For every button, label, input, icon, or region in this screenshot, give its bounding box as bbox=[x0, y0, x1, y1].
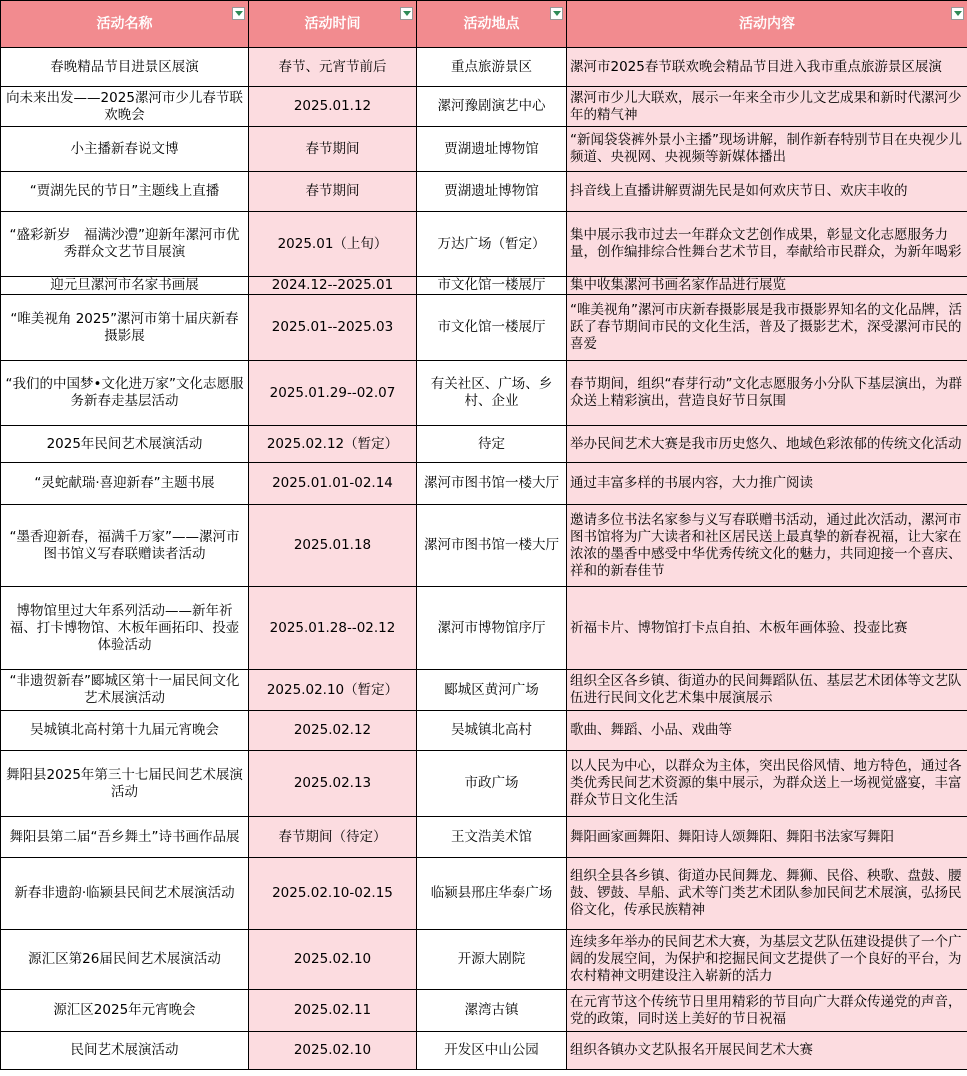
cell-activity-content[interactable]: 集中展示我市过去一年群众文艺创作成果，彰显文化志愿服务力量，创作编排综合性舞台艺术节目，奉献给市民群众，为新年喝彩 bbox=[567, 212, 967, 277]
cell-activity-content[interactable]: 组织全区各乡镇、街道办的民间舞蹈队伍、基层艺术团体等文艺队伍进行民间文化艺术集中展演展示 bbox=[567, 670, 967, 711]
header-label: 活动时间 bbox=[304, 15, 361, 32]
cell-activity-time[interactable]: 2025.02.10-02.15 bbox=[249, 858, 417, 930]
table-row bbox=[1, 361, 967, 426]
table-row bbox=[1, 817, 967, 858]
cell-activity-name[interactable]: “墨香迎新春，福满千万家”——漯河市图书馆义写春联赠读者活动 bbox=[1, 505, 249, 587]
cell-activity-name[interactable]: 2025年民间艺术展演活动 bbox=[1, 426, 249, 463]
cell-activity-content[interactable]: 舞阳画家画舞阳、舞阳诗人颂舞阳、舞阳书法家写舞阳 bbox=[567, 817, 967, 858]
table-row bbox=[1, 505, 967, 587]
cell-activity-time[interactable]: 2025.02.12（暂定） bbox=[249, 426, 417, 463]
cell-activity-time[interactable]: 2025.02.12 bbox=[249, 711, 417, 751]
cell-activity-content[interactable]: 连续多年举办的民间艺术大赛，为基层文艺队伍建设提供了一个广阔的发展空间，为保护和挖掘民间文艺提供了一个良好的平台，为农村精神文明建设注入崭新的活力 bbox=[567, 930, 967, 990]
header-label: 活动内容 bbox=[739, 15, 795, 32]
cell-activity-name[interactable]: 舞阳县2025年第三十七届民间艺术展演活动 bbox=[1, 751, 249, 817]
header-activity-place bbox=[417, 1, 567, 48]
table-row bbox=[1, 426, 967, 463]
table-row bbox=[1, 87, 967, 127]
cell-activity-content[interactable]: “新闻袋袋裤外景小主播”现场讲解，制作新春特别节目在央视少儿频道、央视网、央视频等新媒体播出 bbox=[567, 127, 967, 172]
table-row bbox=[1, 711, 967, 751]
cell-activity-time[interactable]: 春节期间 bbox=[249, 127, 417, 172]
cell-activity-time[interactable]: 2025.02.11 bbox=[249, 990, 417, 1032]
cell-activity-time[interactable]: 2025.01.28--02.12 bbox=[249, 587, 417, 670]
cell-activity-content[interactable]: 组织各镇办文艺队报名开展民间艺术大赛 bbox=[567, 1032, 967, 1070]
header-label: 活动名称 bbox=[96, 15, 153, 32]
cell-activity-content[interactable]: 邀请多位书法名家参与义写春联赠书活动，通过此次活动，漯河市图书馆将为广大读者和社区居民送上最真挚的新春祝福，让大家在浓浓的墨香中感受中华优秀传统文化的魅力，共同迎接一个喜庆、祥和的新春佳节 bbox=[567, 505, 967, 587]
filter-dropdown-icon[interactable] bbox=[232, 7, 245, 20]
cell-activity-place[interactable]: 王文浩美术馆 bbox=[417, 817, 567, 858]
cell-activity-content[interactable]: 漯河市少儿大联欢，展示一年来全市少儿文艺成果和新时代漯河少年的精气神 bbox=[567, 87, 967, 127]
cell-activity-time[interactable]: 春节、元宵节前后 bbox=[249, 48, 417, 87]
table-row bbox=[1, 587, 967, 670]
cell-activity-content[interactable]: 祈福卡片、博物馆打卡点自拍、木板年画体验、投壶比赛 bbox=[567, 587, 967, 670]
table-row bbox=[1, 858, 967, 930]
cell-activity-time[interactable]: 2025.01（上旬） bbox=[249, 212, 417, 277]
cell-activity-content[interactable]: 歌曲、舞蹈、小品、戏曲等 bbox=[567, 711, 967, 751]
table-row bbox=[1, 172, 967, 212]
table-row bbox=[1, 48, 967, 87]
header-activity-time bbox=[249, 1, 417, 48]
header-label: 活动地点 bbox=[463, 15, 520, 32]
cell-activity-place[interactable]: 漯河市图书馆一楼大厅 bbox=[417, 463, 567, 505]
cell-activity-time[interactable]: 春节期间（待定） bbox=[249, 817, 417, 858]
filter-dropdown-icon[interactable] bbox=[951, 7, 964, 20]
cell-activity-time[interactable]: 2024.12--2025.01 bbox=[249, 277, 417, 295]
table-row bbox=[1, 1032, 967, 1070]
cell-activity-place[interactable]: 开发区中山公园 bbox=[417, 1032, 567, 1070]
header-row bbox=[1, 1, 967, 48]
cell-activity-name[interactable]: 舞阳县第二届“吾乡舞土”诗书画作品展 bbox=[1, 817, 249, 858]
cell-activity-content[interactable]: 举办民间艺术大赛是我市历史悠久、地域色彩浓郁的传统文化活动 bbox=[567, 426, 967, 463]
cell-activity-name[interactable]: 博物馆里过大年系列活动——新年祈福、打卡博物馆、木板年画拓印、投壶体验活动 bbox=[1, 587, 249, 670]
cell-activity-name[interactable]: 春晚精品节目进景区展演 bbox=[1, 48, 249, 87]
table-row bbox=[1, 463, 967, 505]
cell-activity-name[interactable]: “我们的中国梦•文化进万家”文化志愿服务新春走基层活动 bbox=[1, 361, 249, 426]
cell-activity-place[interactable]: 开源大剧院 bbox=[417, 930, 567, 990]
cell-activity-name[interactable]: 迎元旦漯河市名家书画展 bbox=[1, 277, 249, 295]
cell-activity-place[interactable]: 吴城镇北高村 bbox=[417, 711, 567, 751]
cell-activity-name[interactable]: “灵蛇献瑞·喜迎新春”主题书展 bbox=[1, 463, 249, 505]
cell-activity-content[interactable]: 以人民为中心，以群众为主体，突出民俗风情、地方特色，通过各类优秀民间艺术资源的集中展示，为群众送上一场视觉盛宴，丰富群众节日文化生活 bbox=[567, 751, 967, 817]
cell-activity-place[interactable]: 临颍县邢庄华泰广场 bbox=[417, 858, 567, 930]
cell-activity-place[interactable]: 万达广场（暂定） bbox=[417, 212, 567, 277]
table-row bbox=[1, 670, 967, 711]
cell-activity-place[interactable]: 市文化馆一楼展厅 bbox=[417, 295, 567, 361]
cell-activity-time[interactable]: 2025.01.01-02.14 bbox=[249, 463, 417, 505]
table-row bbox=[1, 930, 967, 990]
cell-activity-place[interactable]: 市文化馆一楼展厅 bbox=[417, 277, 567, 295]
cell-activity-name[interactable]: 吴城镇北高村第十九届元宵晚会 bbox=[1, 711, 249, 751]
cell-activity-place[interactable]: 贾湖遗址博物馆 bbox=[417, 172, 567, 212]
cell-activity-content[interactable]: 通过丰富多样的书展内容，大力推广阅读 bbox=[567, 463, 967, 505]
cell-activity-time[interactable]: 2025.01.18 bbox=[249, 505, 417, 587]
cell-activity-time[interactable]: 春节期间 bbox=[249, 172, 417, 212]
cell-activity-content[interactable]: 漯河市2025春节联欢晚会精品节目进入我市重点旅游景区展演 bbox=[567, 48, 967, 87]
table-row bbox=[1, 127, 967, 172]
cell-activity-name[interactable]: 源汇区2025年元宵晚会 bbox=[1, 990, 249, 1032]
cell-activity-time[interactable]: 2025.02.10 bbox=[249, 930, 417, 990]
cell-activity-time[interactable]: 2025.02.10 bbox=[249, 1032, 417, 1070]
cell-activity-time[interactable]: 2025.01.12 bbox=[249, 87, 417, 127]
cell-activity-place[interactable]: 贾湖遗址博物馆 bbox=[417, 127, 567, 172]
cell-activity-name[interactable]: “盛彩新岁 福满沙澧”迎新年漯河市优秀群众文艺节目展演 bbox=[1, 212, 249, 277]
filter-dropdown-icon[interactable] bbox=[400, 7, 413, 20]
cell-activity-place[interactable]: 市政广场 bbox=[417, 751, 567, 817]
cell-activity-place[interactable]: 重点旅游景区 bbox=[417, 48, 567, 87]
cell-activity-time[interactable]: 2025.01.29--02.07 bbox=[249, 361, 417, 426]
table-row bbox=[1, 990, 967, 1032]
cell-activity-place[interactable]: 郾城区黄河广场 bbox=[417, 670, 567, 711]
table-row bbox=[1, 295, 967, 361]
cell-activity-name[interactable]: 新春非遗韵·临颍县民间艺术展演活动 bbox=[1, 858, 249, 930]
cell-activity-name[interactable]: “贾湖先民的节日”主题线上直播 bbox=[1, 172, 249, 212]
cell-activity-place[interactable]: 漯河市图书馆一楼大厅 bbox=[417, 505, 567, 587]
header-activity-name bbox=[1, 1, 249, 48]
table-row bbox=[1, 751, 967, 817]
cell-activity-place[interactable]: 漯湾古镇 bbox=[417, 990, 567, 1032]
cell-activity-content[interactable]: “唯美视角”漯河市庆新春摄影展是我市摄影界知名的文化品牌，活跃了春节期间市民的文化生活，普及了摄影艺术，深受漯河市民的喜爱 bbox=[567, 295, 967, 361]
cell-activity-place[interactable]: 漯河豫剧演艺中心 bbox=[417, 87, 567, 127]
table-row bbox=[1, 212, 967, 277]
cell-activity-time[interactable]: 2025.02.10（暂定） bbox=[249, 670, 417, 711]
cell-activity-content[interactable]: 集中收集漯河书画名家作品进行展览 bbox=[567, 277, 967, 295]
cell-activity-time[interactable]: 2025.01--2025.03 bbox=[249, 295, 417, 361]
cell-activity-content[interactable]: 在元宵节这个传统节日里用精彩的节目向广大群众传递党的声音，党的政策，同时送上美好的节日祝福 bbox=[567, 990, 967, 1032]
cell-activity-name[interactable]: 向未来出发——2025漯河市少儿春节联欢晚会 bbox=[1, 87, 249, 127]
table-row bbox=[1, 277, 967, 295]
cell-activity-place[interactable]: 有关社区、广场、乡村、企业 bbox=[417, 361, 567, 426]
filter-dropdown-icon[interactable] bbox=[550, 7, 563, 20]
header-activity-content bbox=[567, 1, 967, 48]
cell-activity-name[interactable]: 民间艺术展演活动 bbox=[1, 1032, 249, 1070]
cell-activity-name[interactable]: 小主播新春说文博 bbox=[1, 127, 249, 172]
cell-activity-content[interactable]: 春节期间，组织“春芽行动”文化志愿服务小分队下基层演出，为群众送上精彩演出，营造良好节日氛围 bbox=[567, 361, 967, 426]
cell-activity-place[interactable]: 漯河市博物馆序厅 bbox=[417, 587, 567, 670]
cell-activity-content[interactable]: 组织全县各乡镇、街道办民间舞龙、舞狮、民俗、秧歌、盘鼓、腰鼓、锣鼓、旱船、武术等门类艺术团队参加民间艺术展演，弘扬民俗文化，传承民族精神 bbox=[567, 858, 967, 930]
cell-activity-name[interactable]: “非遗贺新春”郾城区第十一届民间文化艺术展演活动 bbox=[1, 670, 249, 711]
cell-activity-time[interactable]: 2025.02.13 bbox=[249, 751, 417, 817]
cell-activity-content[interactable]: 抖音线上直播讲解贾湖先民是如何欢庆节日、欢庆丰收的 bbox=[567, 172, 967, 212]
cell-activity-place[interactable]: 待定 bbox=[417, 426, 567, 463]
cell-activity-name[interactable]: 源汇区第26届民间艺术展演活动 bbox=[1, 930, 249, 990]
cell-activity-name[interactable]: “唯美视角 2025”漯河市第十届庆新春摄影展 bbox=[1, 295, 249, 361]
